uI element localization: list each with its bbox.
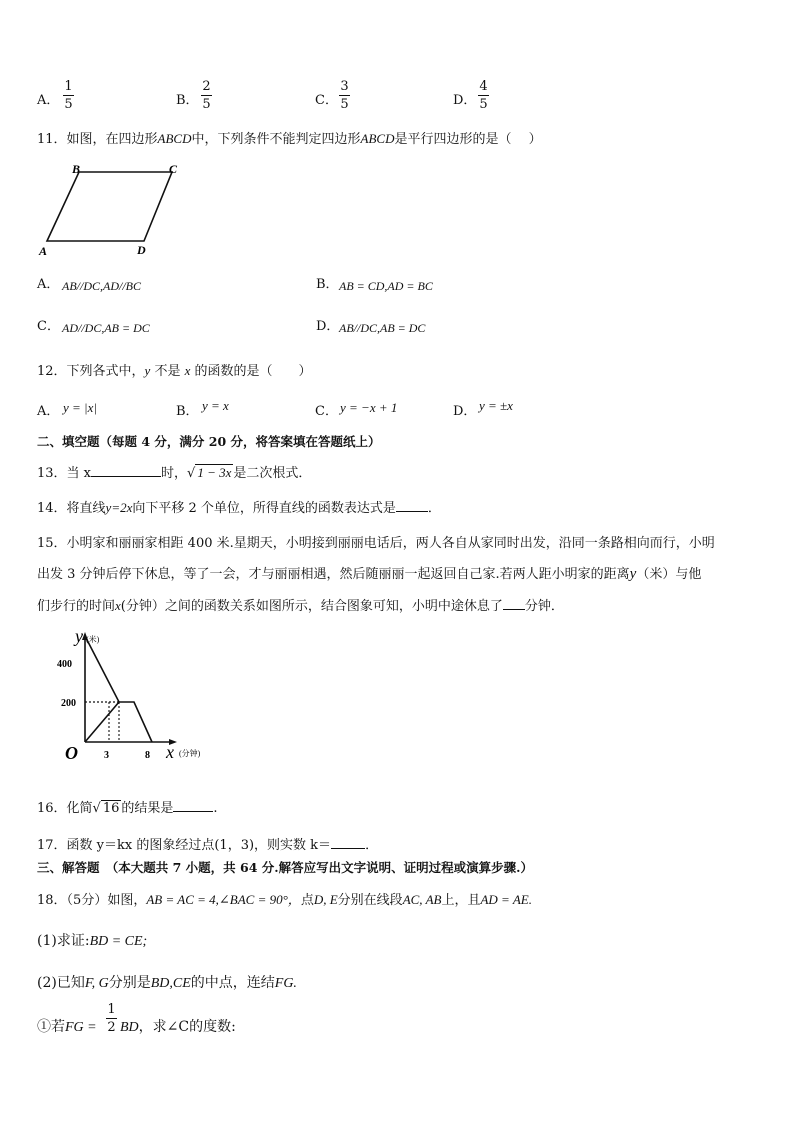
q10-option-a-label: A．: [37, 93, 60, 108]
q18-part-2: (2)已知F, G分别是BD,CE的中点，连结FG.: [37, 975, 297, 991]
graph-y-unit: (米): [86, 635, 100, 644]
q10-option-c-label: C．: [315, 93, 338, 108]
q18-part-1: (1)求证:BD = CE;: [37, 933, 148, 949]
graph-y-label: y: [75, 628, 83, 646]
q12-option-a-label: A．: [37, 404, 60, 419]
q10-option-c-fraction: 3 5: [340, 79, 349, 112]
q18-subpart-1-rest: BD，求∠C的度数:: [120, 1019, 236, 1035]
q18-subpart-1: ①若FG =: [37, 1019, 97, 1035]
q14-answer-blank[interactable]: [396, 499, 428, 512]
q18-half-fraction: 1 2: [107, 1002, 116, 1035]
q10-option-d-fraction: 4 5: [479, 79, 488, 112]
q18-stem: 18．（5分）如图，AB = AC = 4,∠BAC = 90°，点D, E分别在线段AC, AB上，且AD = AE.: [37, 892, 532, 908]
q15-line-3: 们步行的时间x(分钟）之间的函数关系如图所示，结合图象可知，小明中途休息了 分钟．: [37, 598, 564, 614]
q10-option-d-label: D．: [453, 93, 477, 108]
q13-answer-blank[interactable]: [91, 464, 161, 477]
q15-line-2: 出发 3 分钟后停下休息，等了一会，才与丽丽相遇，然后随丽丽一起返回自己家.若两人距小明家的距离y（米）与他: [37, 566, 702, 582]
section-3-heading: 三、解答题 （本大题共 7 小题，共 64 分.解答应写出文字说明、证明过程或演算步骤.）: [37, 860, 533, 875]
graph-y-tick-400: 400: [57, 659, 72, 670]
graph-origin-label: O: [65, 743, 78, 763]
q16-stem: 16．化简√ 16 的结果是 .: [37, 801, 218, 816]
q11-stem: 11．如图，在四边形ABCD中，下列条件不能判定四边形ABCD是平行四边形的是（ ）: [37, 131, 542, 147]
graph-y-tick-200: 200: [61, 698, 76, 709]
graph-x-unit: (分钟): [179, 749, 201, 758]
q12-option-c-label: C．: [315, 404, 338, 419]
q11-option-a-label: A．: [37, 277, 60, 292]
q15-answer-blank[interactable]: [503, 597, 525, 610]
vertex-c-label: C: [169, 162, 178, 176]
q12-option-b-text: y = x: [202, 398, 229, 413]
vertex-d-label: D: [137, 243, 146, 257]
q14-stem: 14．将直线y=2x向下平移 2 个单位，所得直线的函数表达式是 ．: [37, 500, 441, 516]
q17-answer-blank[interactable]: [331, 836, 365, 849]
q11-option-c-text: AD//DC,AB = DC: [62, 321, 150, 335]
q16-answer-blank[interactable]: [173, 799, 213, 812]
graph-x-label: x: [166, 742, 174, 762]
q11-option-d-text: AB//DC,AB = DC: [339, 321, 426, 335]
q10-option-a-fraction: 1 5: [64, 79, 73, 112]
vertex-b-label: B: [72, 162, 81, 176]
q12-option-d-text: y = ±x: [479, 398, 513, 413]
graph-x-tick-3: 3: [104, 750, 109, 761]
graph-x-tick-8: 8: [145, 750, 150, 761]
q17-stem: 17．函数 y＝kx 的图象经过点(1，3)，则实数 k＝ ．: [37, 838, 379, 853]
q13-stem: 13．当 x 时，√ 1 − 3x 是二次根式．: [37, 465, 312, 481]
parallelogram-figure: [34, 158, 194, 260]
distance-time-graph: [55, 628, 215, 768]
q12-option-c-text: y = −x + 1: [340, 400, 398, 415]
section-2-heading: 二、填空题（每题 4 分，满分 20 分，将答案填在答题纸上）: [37, 434, 381, 449]
q12-option-a-text: y = |x|: [63, 400, 97, 415]
q11-option-d-label: D．: [316, 319, 340, 334]
q12-stem: 12．下列各式中，y 不是 x 的函数的是（ ）: [37, 363, 312, 379]
vertex-a-label: A: [39, 244, 48, 258]
lili-path: [85, 702, 119, 742]
q11-option-b-text: AB = CD,AD = BC: [339, 279, 433, 293]
q11-option-a-text: AB//DC,AD//BC: [62, 279, 141, 293]
q12-option-d-label: D．: [453, 404, 477, 419]
q11-option-c-label: C．: [37, 319, 60, 334]
q12-option-b-label: B．: [176, 404, 199, 419]
q10-option-b-label: B．: [176, 93, 199, 108]
q10-option-b-fraction: 2 5: [202, 79, 211, 112]
q11-option-b-label: B．: [316, 277, 339, 292]
q15-line-1: 15．小明家和丽丽家相距 400 米.星期天，小明接到丽丽电话后，两人各自从家同时出发，沿同一条路相向而行，小明: [37, 536, 715, 551]
